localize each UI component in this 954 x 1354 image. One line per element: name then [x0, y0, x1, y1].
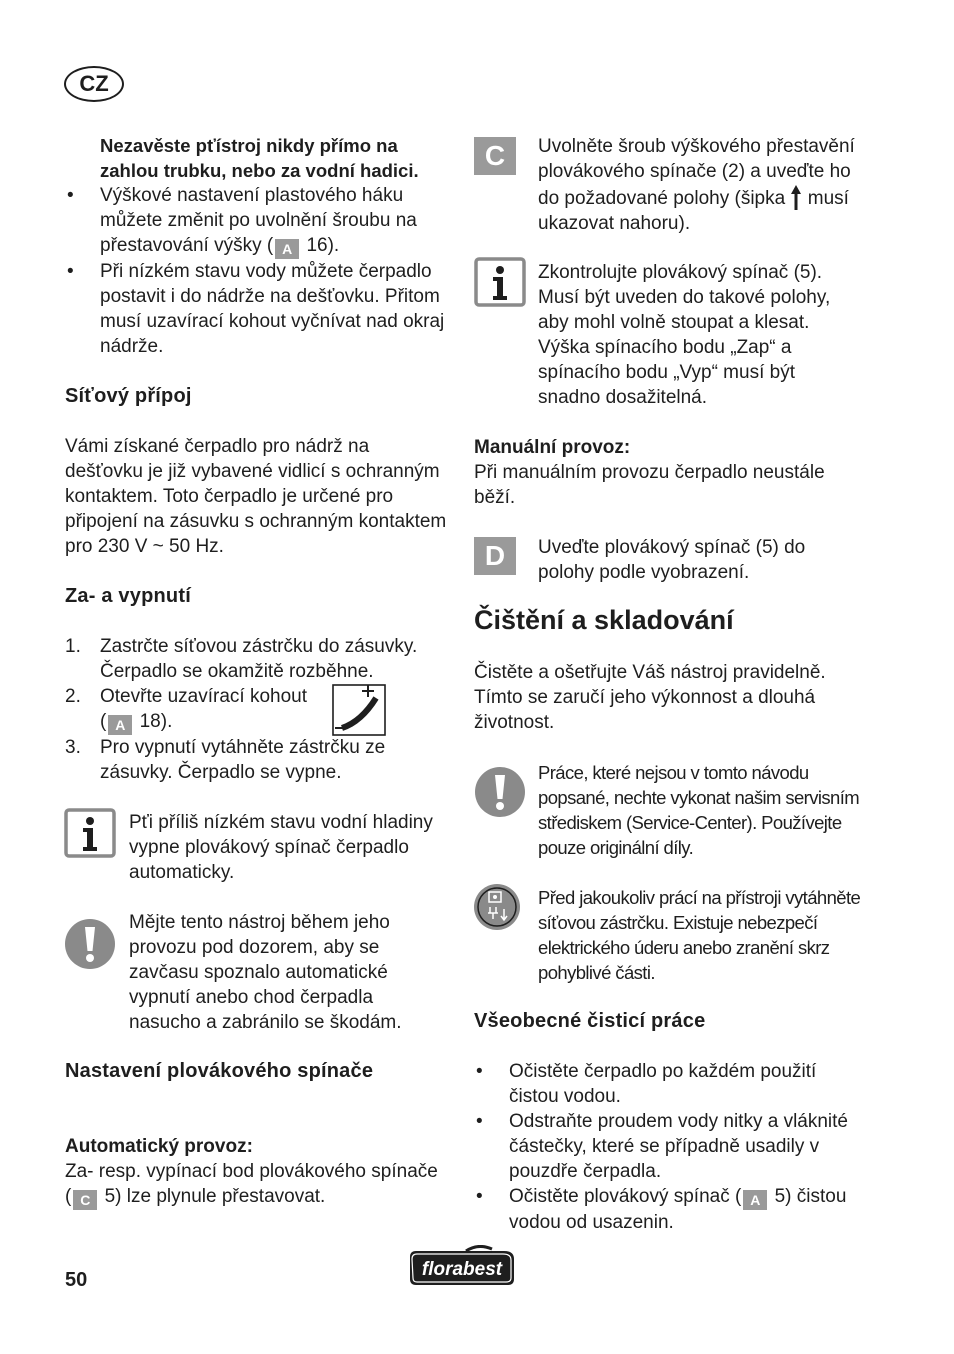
heading-mains: Síťový přípoj — [65, 385, 192, 407]
unplug-note: Před jakoukoliv prácí na přístroji vytáhněte síťovou zástrčku. Existuje nebezpečí elektrického úderu anebo zranění skrz pohyblivé části. — [538, 887, 861, 983]
info-icon — [474, 257, 526, 307]
list-item: • Výškové nastavení plastového háku můžete změnit po uvolnění šroubu na přestavování výšky ( A 16). — [67, 185, 417, 257]
caution-icon — [474, 766, 526, 818]
list-item: • Očistěte plovákový spínač ( A 5) čistou vodou od usazenin. — [476, 1186, 847, 1233]
valve-open-icon — [332, 684, 386, 736]
warning-line: Nezavěste pťístroj nikdy přímo na zahlou trubku, nebo za vodní hadici. — [100, 135, 419, 181]
unplug-icon — [473, 883, 521, 931]
arrow-up-icon — [790, 184, 802, 210]
heading-cleaning: Čištění a skladování — [474, 605, 734, 635]
list-item: 2. Otevřte uzavírací kohout ( A 18). — [65, 686, 307, 733]
figure-ref-badge: A — [743, 1190, 767, 1210]
heading-on-off: Za- a vypnutí — [65, 585, 191, 607]
list-item: • Očistěte čerpadlo po každém použití čistou vodou. — [476, 1061, 817, 1107]
cleaning-list — [474, 1059, 858, 1235]
left-column-top — [65, 133, 449, 359]
figure-box-d: D — [474, 537, 516, 575]
heading-general-cleaning: Všeobecné čisticí práce — [474, 1010, 706, 1032]
auto-mode-text: Za- resp. vypínací bod plovákového spínače ( C 5) lze plynule přestavovat. — [65, 1161, 438, 1208]
list-item: 3. Pro vypnutí vytáhněte zástrčku ze zásuvky. Čerpadlo se vypne. — [65, 737, 386, 783]
info-note-right: Zkontrolujte plovákový spínač (5). Musí být uveden do takové polohy, aby mohl volně stoupat a klesat. Výška spínacího bodu „Zap“ a spínacího bodu „Vyp“ musí být snadno dosažitelná. — [538, 262, 831, 408]
caution-note-left: Mějte tento nástroj během jeho provozu pod dozorem, aby se zavčasu spoznalo automatické vypnutí anebo chod čerpadla nasucho a zabránilo se škodám. — [129, 912, 402, 1033]
info-note-left: Pťi příliš nízkém stavu vodní hladiny vypne plovákový spínač čerpadlo automaticky. — [129, 812, 433, 883]
d-paragraph: Uveďte plovákový spínač (5) do polohy podle vyobrazení. — [538, 537, 806, 583]
figure-ref-badge: C — [73, 1190, 97, 1210]
caution-note-right: Práce, které nejsou v tomto návodu popsané, nechte vykonat našim servisním střediskem (Service-Center). Používejte pouze originální díly. — [538, 762, 860, 858]
heading-float-switch: Nastavení plovákového spínače — [65, 1060, 374, 1082]
page-number: 50 — [65, 1269, 88, 1291]
list-item: • Odstraňte proudem vody nitky a vláknité částečky, které se případně usadily v pouzdře čerpadla. — [476, 1111, 849, 1182]
caution-icon — [64, 918, 116, 970]
info-icon — [64, 808, 116, 858]
figure-box-c: C — [474, 137, 516, 175]
florabest-logo — [406, 1245, 518, 1289]
figure-ref-badge: A — [108, 715, 132, 735]
mains-paragraph: Vámi získané čerpadlo pro nádrž na dešťovku je již vybavené vidlicí s ochranným kontaktem. Toto čerpadlo je určené pro připojení na zásuvku s ochranným kontaktem pro 230 V ~ 50 Hz. — [65, 436, 447, 557]
svg-text:florabest: florabest — [421, 1259, 503, 1280]
auto-mode-block — [65, 1134, 449, 1210]
cleaning-paragraph: Čistěte a ošetřujte Váš nástroj pravidelně. Tímto se zaručí jeho výkonnost a dlouhá životnost. — [474, 662, 826, 733]
auto-mode-label: Automatický provoz: — [65, 1136, 253, 1157]
language-badge: CZ — [64, 66, 124, 102]
list-item: • Při nízkém stavu vody můžete čerpadlo postavit i do nádrže na dešťovku. Přitom musí uzavírací kohout vyčnívat nad okraj nádrže. — [67, 261, 445, 357]
figure-ref-badge: A — [275, 239, 299, 259]
manual-mode-text: Při manuálním provozu čerpadlo neustále běží. — [474, 462, 825, 508]
c-paragraph: Uvolněte šroub výškového přestavění plovákového spínače (2) a uveďte ho do požadované polohy (šipka musí ukazovat nahoru). — [538, 136, 855, 234]
manual-mode-block — [474, 435, 858, 510]
steps-list — [65, 634, 449, 785]
manual-mode-label: Manuální provoz: — [474, 437, 631, 458]
list-item: 1. Zastrčte síťovou zástrčku do zásuvky. Čerpadlo se okamžitě rozběhne. — [65, 636, 418, 682]
